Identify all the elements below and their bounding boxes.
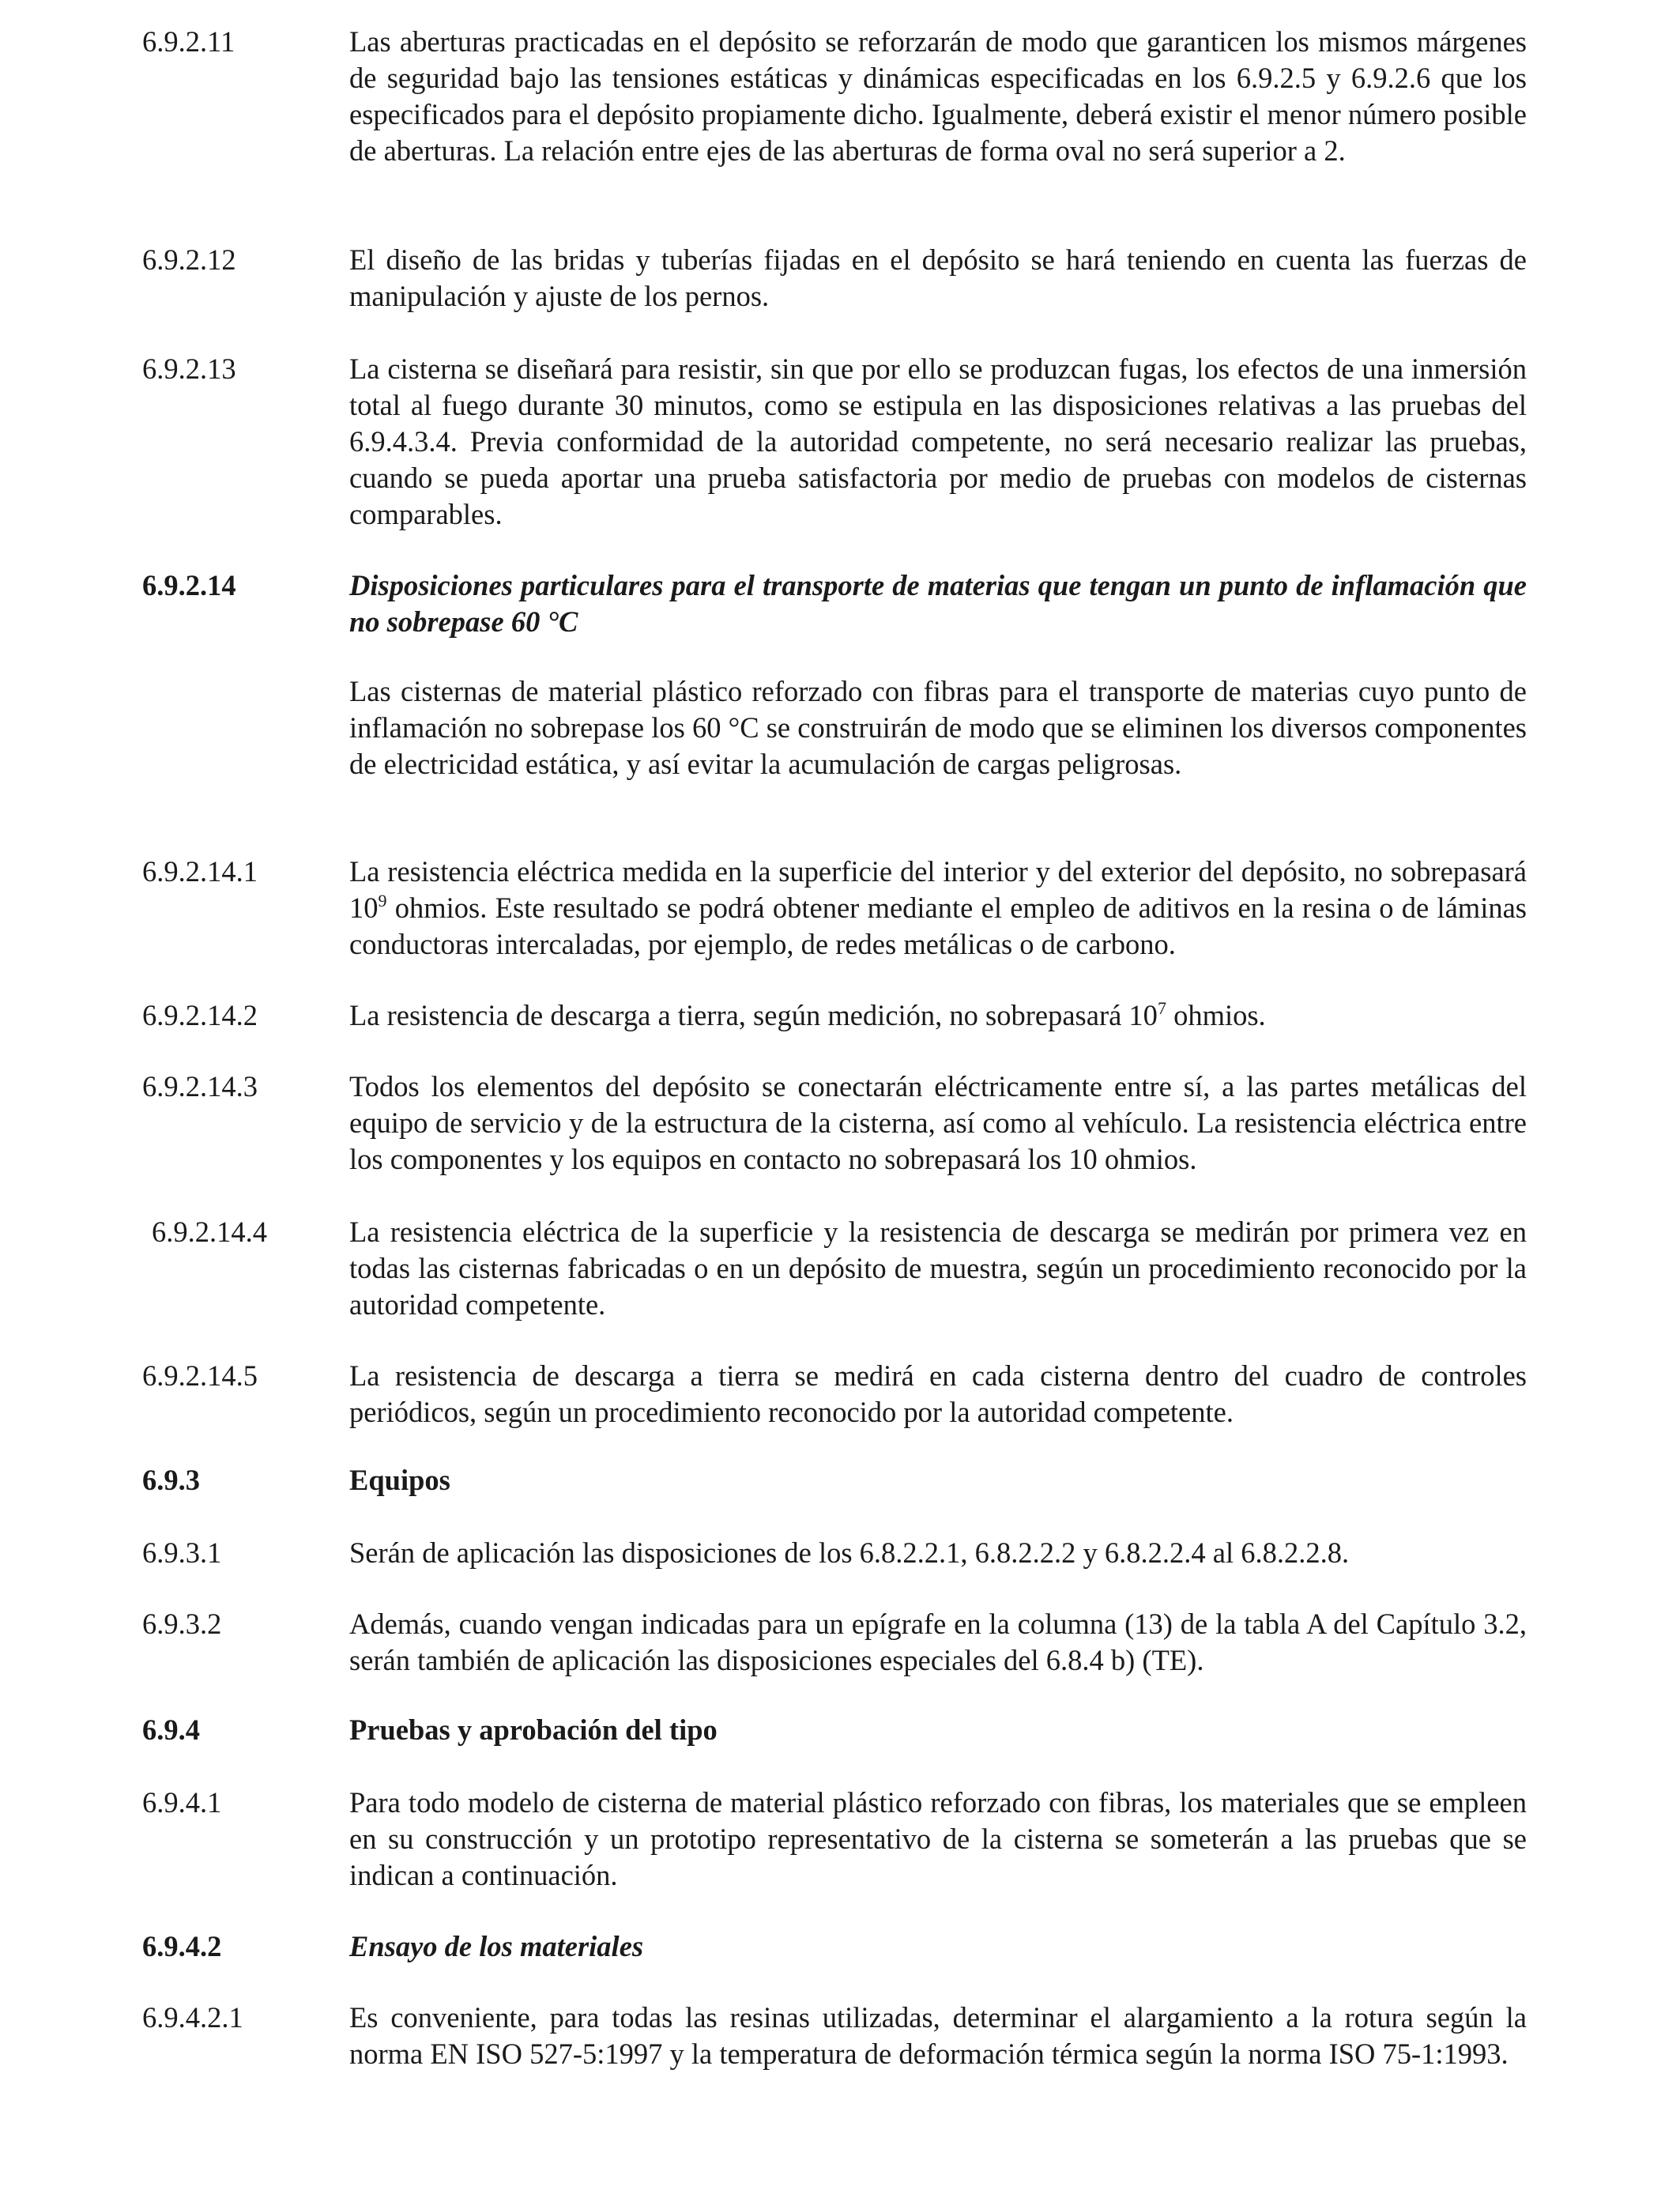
section-number: 6.9.3.1 (142, 1536, 222, 1569)
section-number: 6.9.2.12 (142, 243, 236, 276)
section-number: 6.9.2.14 (142, 569, 236, 601)
section-number: 6.9.3.2 (142, 1608, 222, 1640)
section-number: 6.9.2.14.1 (142, 855, 258, 888)
section-text: Para todo modelo de cisterna de material plástico reforzado con fibras, los materiales que se empleen en su construcción y un prototipo representativo de la cisterna se someterán a las pruebas que se indican a continuación. (349, 1786, 1527, 1891)
section-text: La resistencia eléctrica medida en la superficie del interior y del exterior del depósito, no sobrepasará $10^9$ ohmios. Este resultado se podrá obtener mediante el empleo de aditivos en la resina o de láminas conductoras intercaladas, por ejemplo, de redes metálicas o de carbono. (349, 855, 1527, 960)
section-text: Las aberturas practicadas en el depósito se reforzarán de modo que garanticen los mismos márgenes de seguridad bajo las tensiones estáticas y dinámicas especificadas en los 6.9.2.5 y 6.9.2.6 que los especificados para el depósito propiamente dicho. Igualmente, deberá existir el menor número posible de aberturas. La relación entre ejes de las aberturas de forma oval no será superior a 2. (349, 25, 1527, 167)
section-text: Es conveniente, para todas las resinas utilizadas, determinar el alargamiento a la rotura según la norma EN ISO 527-5:1997 y la temperatura de deformación térmica según la norma ISO 75-1:1993. (349, 2001, 1527, 2070)
section-text: La resistencia de descarga a tierra, según medición, no sobrepasará $10^7$ ohmios. (349, 998, 1266, 1031)
section-number: 6.9.2.14.3 (142, 1070, 258, 1103)
section-number: 6.9.4.1 (142, 1786, 222, 1819)
section-text: Todos los elementos del depósito se conectarán eléctricamente entre sí, a las partes metálicas del equipo de servicio y de la estructura de la cisterna, así como al vehículo. La resistencia eléctrica entre los componentes y los equipos en contacto no sobrepasará los 10 ohmios. (349, 1070, 1527, 1175)
section-number: 6.9.4.2 (142, 1930, 222, 1962)
section-number: 6.9.2.14.5 (142, 1359, 258, 1392)
exponent: 9 (378, 891, 387, 910)
section-text: La resistencia eléctrica de la superficie y la resistencia de descarga se medirán por primera vez en todas las cisternas fabricadas o en un depósito de muestra, según un procedimiento reconocido por la autoridad competente. (349, 1216, 1527, 1321)
section-text: La cisterna se diseñará para resistir, sin que por ello se produzcan fugas, los efectos de una inmersión total al fuego durante 30 minutos, como se estipula en las disposiciones relativas a las pruebas del 6.9.4.3.4. Previa conformidad de la autoridad competente, no será necesario realizar las pruebas, cuando se pueda aportar una prueba satisfactoria por medio de pruebas con modelos de cisternas comparables. (349, 352, 1527, 530)
section-number: 6.9.2.14.4 (152, 1216, 267, 1248)
section-heading: Equipos (349, 1464, 450, 1496)
section-heading: Pruebas y aprobación del tipo (349, 1713, 718, 1746)
section-number: 6.9.2.14.2 (142, 999, 258, 1031)
section-number: 6.9.3 (142, 1464, 200, 1496)
section-text: La resistencia de descarga a tierra se medirá en cada cisterna dentro del cuadro de controles periódicos, según un procedimiento reconocido por la autoridad competente. (349, 1359, 1527, 1428)
section-number: 6.9.2.11 (142, 25, 235, 58)
section-text: Además, cuando vengan indicadas para un epígrafe en la columna (13) de la tabla A del Capítulo 3.2, serán también de aplicación las disposiciones especiales del 6.8.4 b) (TE). (349, 1608, 1527, 1676)
section-heading: Disposiciones particulares para el transporte de materias que tengan un punto de inflamación que no sobrepase 60 °C (349, 569, 1527, 638)
section-number: 6.9.4.2.1 (142, 2001, 243, 2034)
section-number: 6.9.4 (142, 1713, 200, 1746)
section-number: 6.9.2.13 (142, 352, 236, 385)
section-heading: Ensayo de los materiales (349, 1930, 644, 1962)
section-text: El diseño de las bridas y tuberías fijadas en el depósito se hará teniendo en cuenta las fuerzas de manipulación y ajuste de los pernos. (349, 243, 1527, 312)
section-text: Las cisternas de material plástico reforzado con fibras para el transporte de materias cuyo punto de inflamación no sobrepase los 60 °C se construirán de modo que se eliminen los diversos componentes de electricidad estática, y así evitar la acumulación de cargas peligrosas. (349, 675, 1527, 780)
exponent: 7 (1157, 998, 1166, 1018)
section-text: Serán de aplicación las disposiciones de los 6.8.2.2.1, 6.8.2.2.2 y 6.8.2.2.4 al 6.8.2.2.8. (349, 1536, 1350, 1569)
